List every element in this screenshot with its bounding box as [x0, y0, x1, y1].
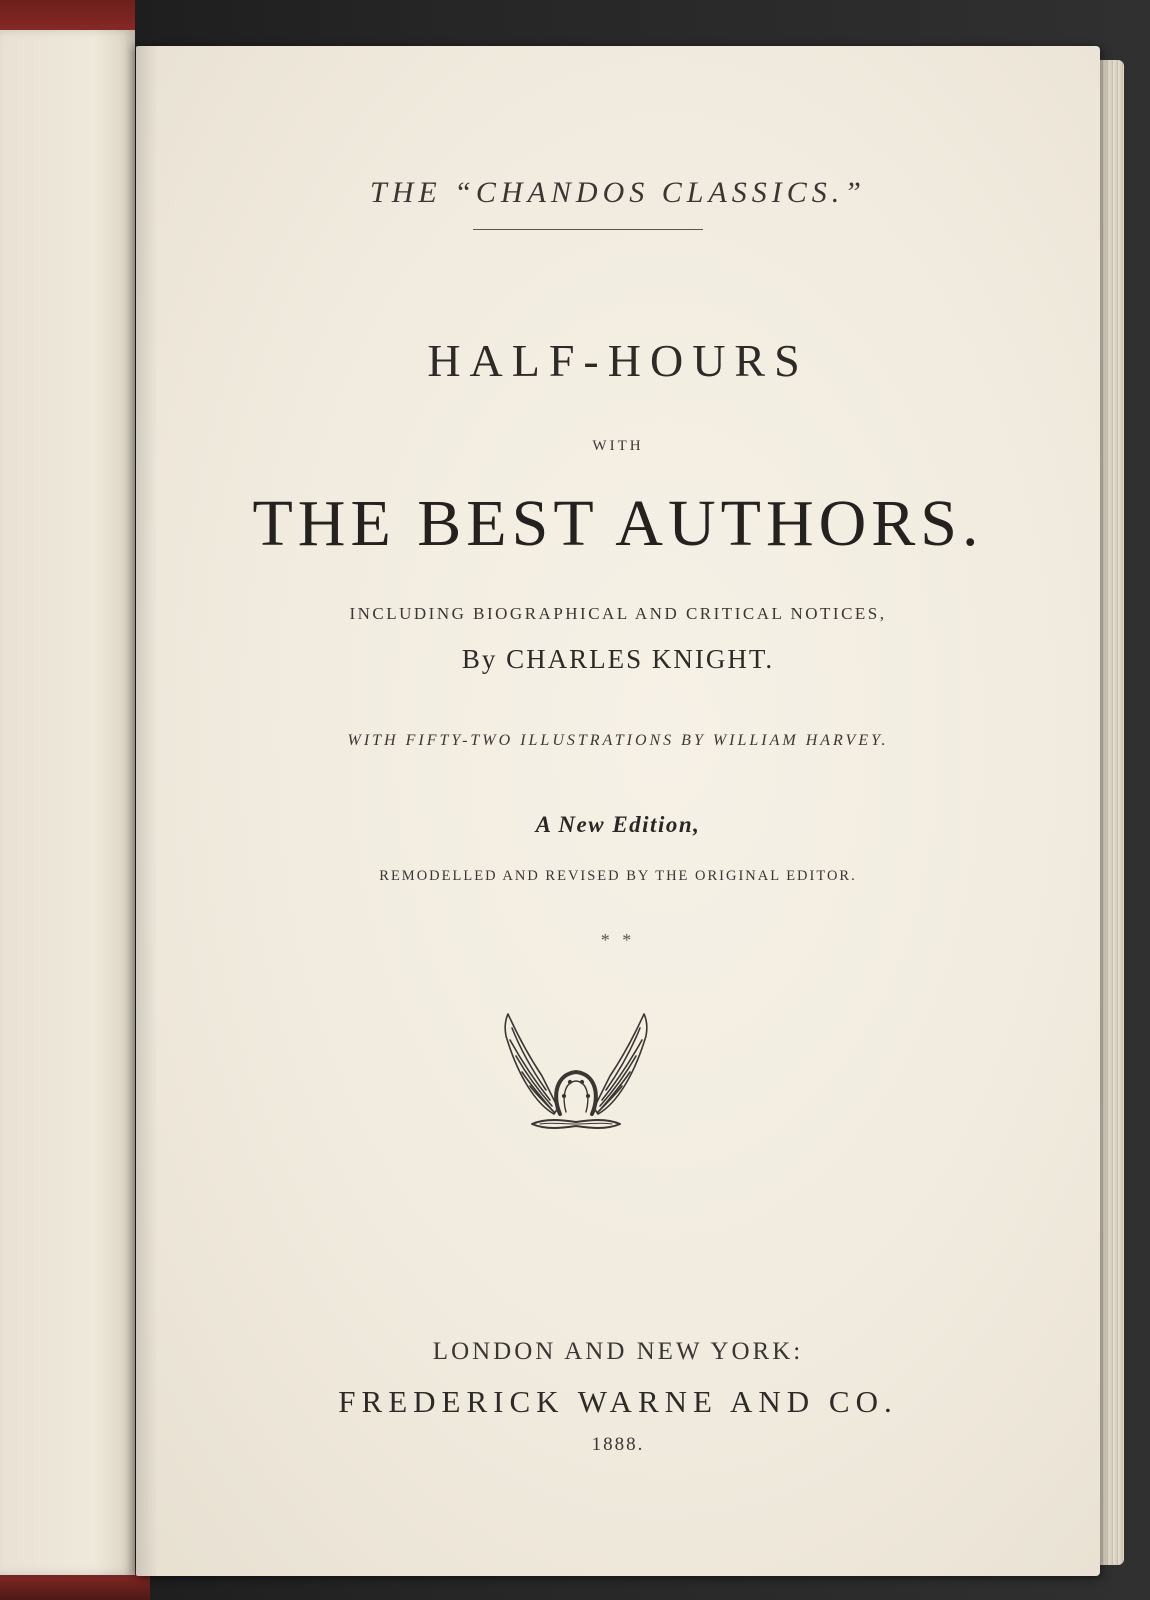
- book-title: HALF-HOURS: [427, 335, 809, 386]
- publisher-name: FREDERICK WARNE AND CO.: [338, 1384, 898, 1419]
- book-subtitle: THE BEST AUTHORS.: [252, 487, 984, 560]
- including-notice: INCLUDING BIOGRAPHICAL AND CRITICAL NOTICES,: [349, 604, 887, 623]
- edition-line: A New Edition,: [535, 812, 701, 837]
- series-name: THE “CHANDOS CLASSICS.”: [370, 176, 866, 209]
- left-page: [0, 30, 135, 1575]
- revision-note: REMODELLED AND REVISED BY THE ORIGINAL EDITOR.: [379, 868, 857, 884]
- publication-year: 1888.: [591, 1434, 645, 1455]
- winged-horseshoe-icon: [496, 996, 656, 1146]
- asterisk-ornament: * *: [600, 930, 636, 950]
- series-rule: [473, 229, 703, 230]
- publication-places: LONDON AND NEW YORK:: [432, 1338, 804, 1365]
- illustrations-credit: WITH FIFTY-TWO ILLUSTRATIONS BY WILLIAM HARVEY.: [347, 732, 889, 749]
- title-connector: WITH: [592, 438, 644, 454]
- author-line: By CHARLES KNIGHT.: [461, 644, 775, 674]
- title-page: [136, 46, 1100, 1576]
